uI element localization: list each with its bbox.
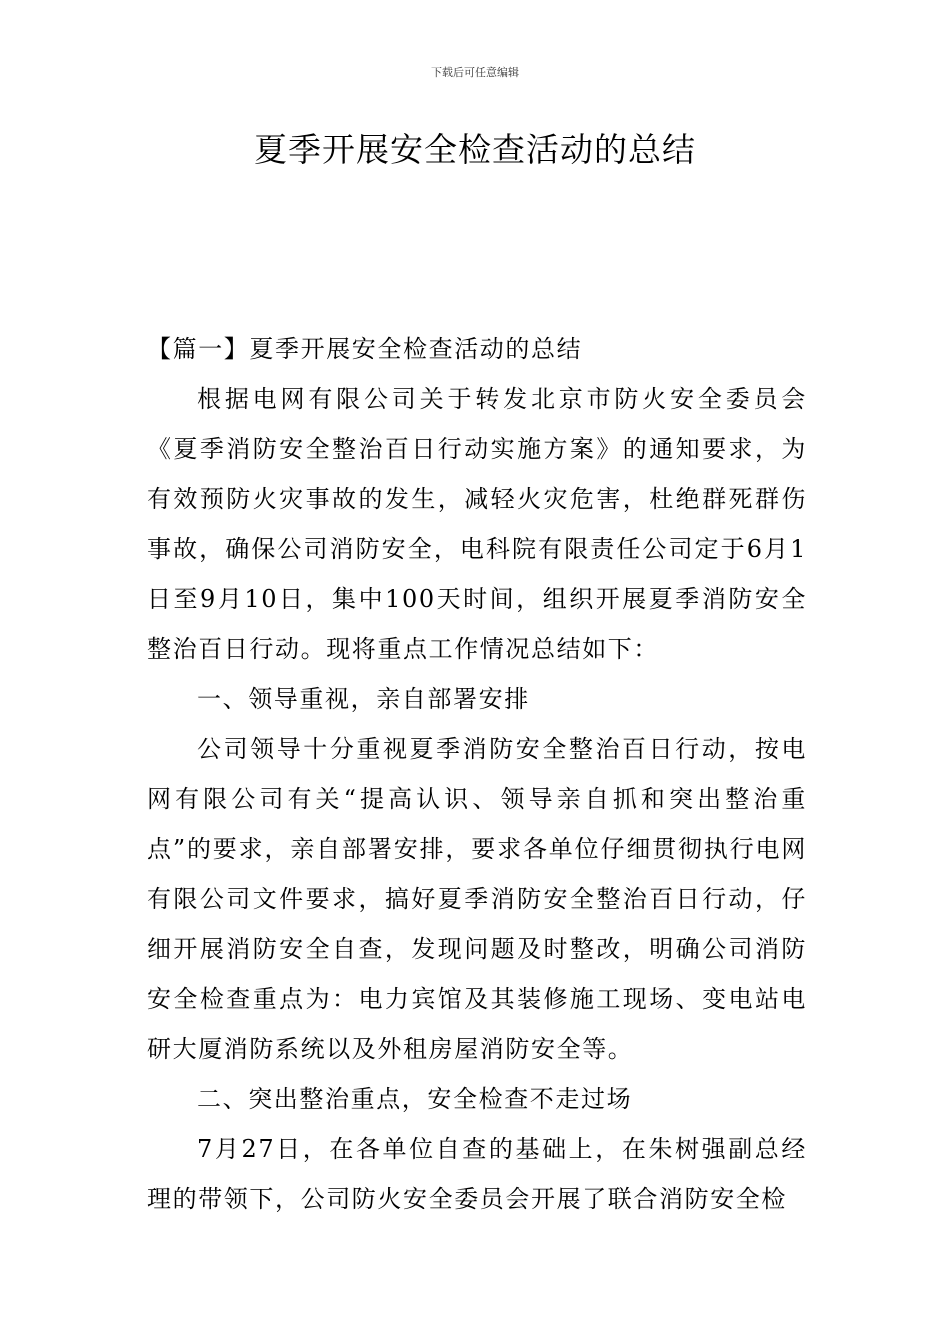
- subheading-inspection: 二、突出整治重点，安全检查不走过场: [197, 1085, 633, 1113]
- paragraph-leadership: 公司领导十分重视夏季消防安全整治百日行动，按电网有限公司有关“提高认识、领导亲自抓和突出整治重点”的要求，亲自部署安排，要求各单位仔细贯彻执行电网有限公司文件要求，搞好夏季消防安全整治百日行动，仔细开展消防安全自查，发现问题及时整改，明确公司消防安全检查重点为：电力宾馆及其装修施工现场、变电站电研大厦消防系统以及外租房屋消防安全等。: [147, 735, 807, 1063]
- paragraph-inspection: 7月27日，在各单位自查的基础上，在朱树强副总经理的带领下，公司防火安全委员会开展了联合消防安全检: [147, 1135, 807, 1213]
- section-heading: 【篇一】夏季开展安全检查活动的总结: [147, 335, 583, 363]
- document-body: [147, 324, 807, 1224]
- paragraph-intro: 根据电网有限公司关于转发北京市防火安全委员会《夏季消防安全整治百日行动实施方案》的通知要求，为有效预防火灾事故的发生，减轻火灾危害，杜绝群死群伤事故，确保公司消防安全，电科院有限责任公司定于6月1日至9月10日，集中100天时间，组织开展夏季消防安全整治百日行动。现将重点工作情况总结如下：: [147, 385, 807, 663]
- header-note: 下载后可任意编辑: [431, 66, 519, 79]
- subheading-leadership: 一、领导重视，亲自部署安排: [197, 685, 530, 713]
- document-title: 夏季开展安全检查活动的总结: [254, 130, 696, 169]
